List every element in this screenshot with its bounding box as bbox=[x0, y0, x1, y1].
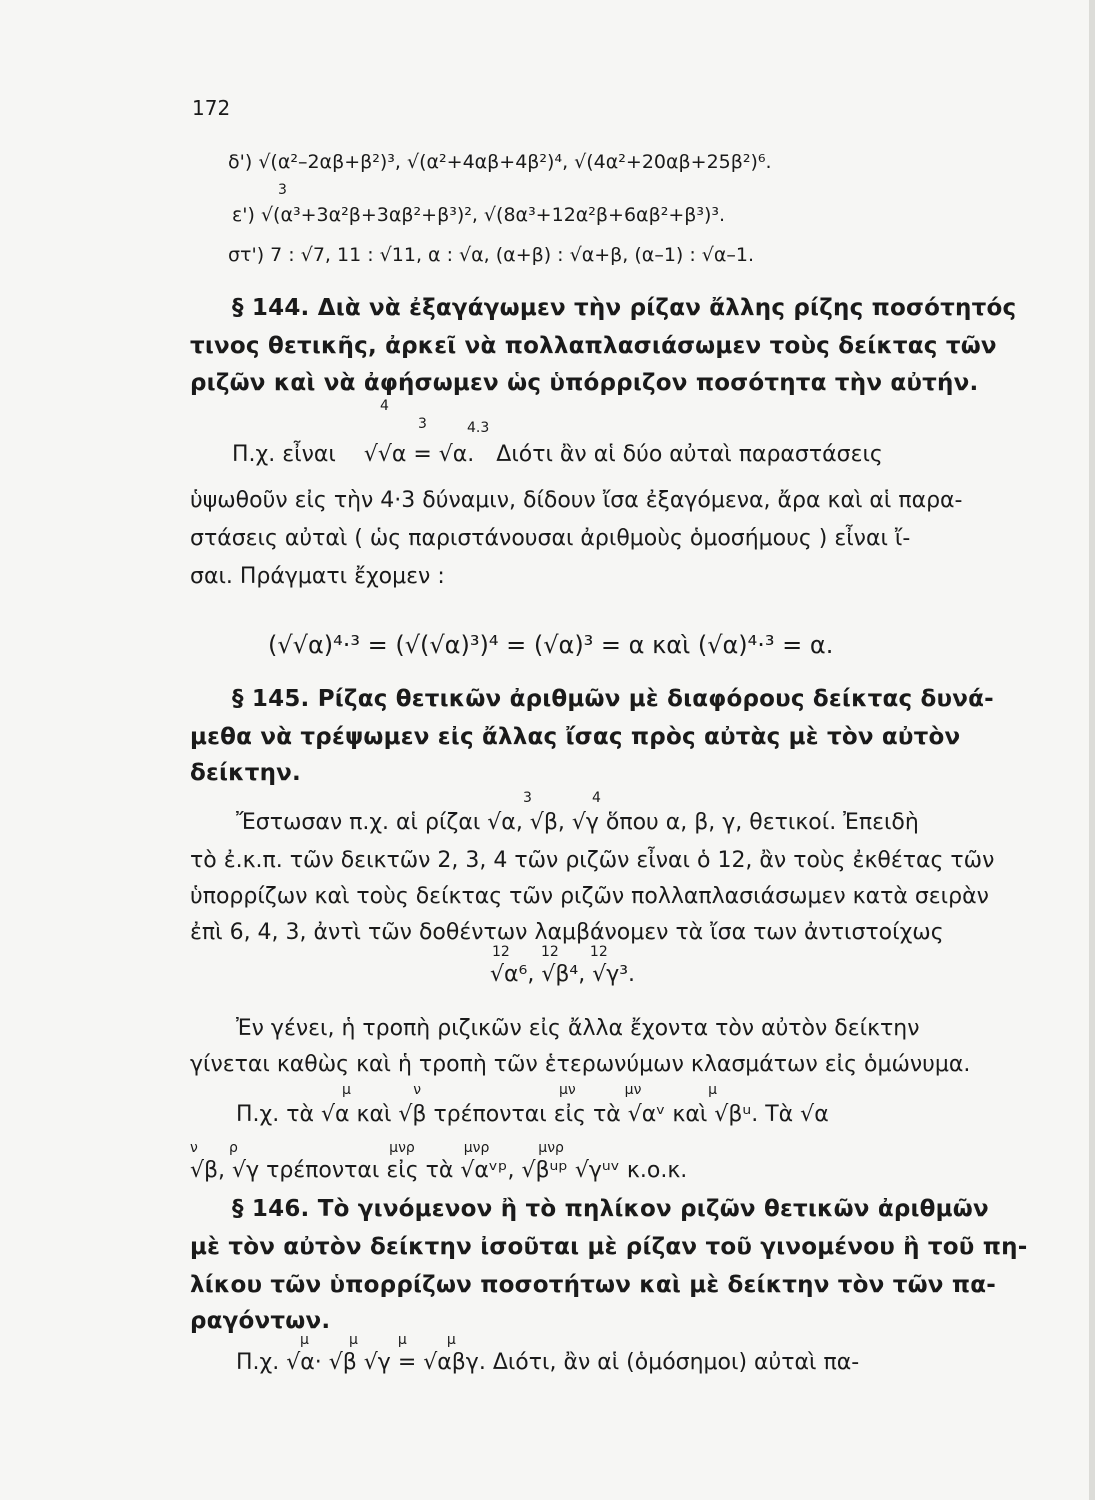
para-144-line2: στάσεις αὐταὶ ( ὡς παριστάνουσαι ἀριθμοὺς ὁμοσήμους ) εἶναι ἴ- bbox=[190, 526, 911, 551]
example-formula: √√α = √α. bbox=[363, 442, 475, 467]
root-index-outer: 4 bbox=[380, 398, 389, 414]
root-index-inner: 3 bbox=[418, 416, 427, 432]
root-index-4: 4 bbox=[592, 790, 601, 806]
exercise-d bbox=[228, 147, 772, 177]
exercise-e-label: ε') bbox=[232, 204, 255, 226]
section-145-heading-line1 bbox=[232, 684, 994, 714]
example-146-line: Π.χ. √α· √β √γ = √αβγ. Διότι, ἂν αἱ (ὁμόσημοι) αὐταὶ πα- bbox=[236, 1350, 860, 1375]
section-145-heading-line3: δείκτην. bbox=[190, 760, 301, 786]
section-146-number: § 146. bbox=[232, 1196, 310, 1222]
para-144-line3: σαι. Πράγματι ἔχομεν : bbox=[190, 564, 445, 589]
example-144 bbox=[232, 440, 883, 470]
section-146-heading-line2: μὲ τὸν αὐτὸν δείκτην ἰσοῦται μὲ ρίζαν τοῦ γινομένου ἢ τοῦ πη- bbox=[190, 1234, 1028, 1260]
example-145-line2: √β, √γ τρέπονται εἰς τὰ √αᵛᵖ, √βᵘᵖ √γᵘᵛ κ.ο.κ. bbox=[190, 1158, 688, 1183]
page-number: 172 bbox=[192, 96, 231, 120]
section-146-heading-line1 bbox=[232, 1194, 989, 1224]
para-144-line1: ὑψωθοῦν εἰς τὴν 4·3 δύναμιν, δίδουν ἴσα ἐξαγόμενα, ἄρα καὶ αἱ παρα- bbox=[190, 488, 963, 513]
section-145-heading-line2: μεθα νὰ τρέψωμεν εἰς ἄλλας ἴσας πρὸς αὐτὰς μὲ τὸν αὐτὸν bbox=[190, 724, 961, 750]
para-145-line3: ὑπορρίζων καὶ τοὺς δείκτας τῶν ριζῶν πολλαπλασιάσωμεν κατὰ σειρὰν bbox=[190, 884, 989, 909]
proof-formula: (√√α)⁴·³ = (√(√α)³)⁴ = (√α)³ = α καὶ (√α)⁴·³ = α. bbox=[268, 631, 834, 659]
result-formula: √α⁶, √β⁴, √γ³. bbox=[490, 962, 636, 987]
exercise-e-root-index: 3 bbox=[278, 182, 287, 198]
exercise-d-text: √(α²–2αβ+β²)³, √(α²+4αβ+4β²)⁴, √(4α²+20αβ+25β²)⁶. bbox=[258, 151, 772, 173]
section-146-heading-line3: λίκου τῶν ὑπορρίζων ποσοτήτων καὶ μὲ δείκτην τὸν τῶν πα- bbox=[190, 1272, 997, 1298]
example-145-line1: Π.χ. τὰ √α καὶ √β τρέπονται εἰς τὰ √αᵛ καὶ √βᵘ. Τὰ √α bbox=[236, 1102, 829, 1127]
exercise-st-text: 7 : √7, 11 : √11, α : √α, (α+β) : √α+β, (α–1) : √α–1. bbox=[270, 244, 755, 266]
para-145-line1: Ἔστωσαν π.χ. αἱ ρίζαι √α, √β, √γ ὅπου α, β, γ, θετικοί. Ἐπειδὴ bbox=[236, 810, 919, 835]
section-144-heading-line1 bbox=[232, 293, 1016, 323]
para-145-line2: τὸ ἐ.κ.π. τῶν δεικτῶν 2, 3, 4 τῶν ριζῶν εἶναι ὁ 12, ἂν τοὺς ἐκθέτας τῶν bbox=[190, 848, 995, 873]
example-prefix: Π.χ. εἶναι bbox=[232, 442, 336, 467]
section-145-title-1: Ρίζας θετικῶν ἀριθμῶν μὲ διαφόρους δείκτας δυνά- bbox=[317, 686, 994, 712]
root-index-3: 3 bbox=[523, 790, 532, 806]
section-144-heading-line2: τινος θετικῆς, ἀρκεῖ νὰ πολλαπλασιάσωμεν τοὺς δείκτας τῶν bbox=[190, 333, 997, 359]
para-145b-line1: Ἐν γένει, ἡ τροπὴ ριζικῶν εἰς ἄλλα ἔχοντα τὸν αὐτὸν δείκτην bbox=[236, 1016, 920, 1041]
result-indices: 12 12 12 bbox=[492, 944, 608, 960]
para-145-line4: ἐπὶ 6, 4, 3, ἀντὶ τῶν δοθέντων λαμβάνομεν τὰ ἴσα των ἀντιστοίχως bbox=[190, 920, 944, 945]
exercise-e bbox=[232, 200, 725, 230]
section-146-title-1: Τὸ γινόμενον ἢ τὸ πηλίκον ριζῶν θετικῶν ἀριθμῶν bbox=[317, 1196, 989, 1222]
exercise-d-label: δ') bbox=[228, 151, 253, 173]
para-145b-line2: γίνεται καθὼς καὶ ἡ τροπὴ τῶν ἑτερωνύμων κλασμάτων εἰς ὁμώνυμα. bbox=[190, 1052, 971, 1077]
page-spine-edge bbox=[1089, 0, 1095, 1500]
section-144-heading-line3: ριζῶν καὶ νὰ ἀφήσωμεν ὡς ὑπόρριζον ποσότητα τὴν αὐτήν. bbox=[190, 370, 979, 396]
example-145-indices-2: ν ρ μνρ μνρ μνρ bbox=[190, 1140, 564, 1156]
section-145-number: § 145. bbox=[232, 686, 310, 712]
section-144-number: § 144. bbox=[232, 295, 310, 321]
exercise-st bbox=[228, 240, 754, 270]
section-146-heading-line4: ραγόντων. bbox=[190, 1308, 331, 1334]
exercise-e-text: √(α³+3α²β+3αβ²+β³)², √(8α³+12α²β+6αβ²+β³)³. bbox=[260, 204, 726, 226]
exercise-st-label: στ') bbox=[228, 244, 265, 266]
example-146-indices: μ μ μ μ bbox=[300, 1332, 456, 1348]
section-144-title-1: Διὰ νὰ ἐξαγάγωμεν τὴν ρίζαν ἄλλης ρίζης ποσότητός bbox=[317, 295, 1017, 321]
root-index-result: 4.3 bbox=[467, 420, 490, 436]
example-rest: Διότι ἂν αἱ δύο αὐταὶ παραστάσεις bbox=[496, 442, 883, 467]
example-145-indices-1: μ ν μν μν μ bbox=[342, 1082, 718, 1098]
